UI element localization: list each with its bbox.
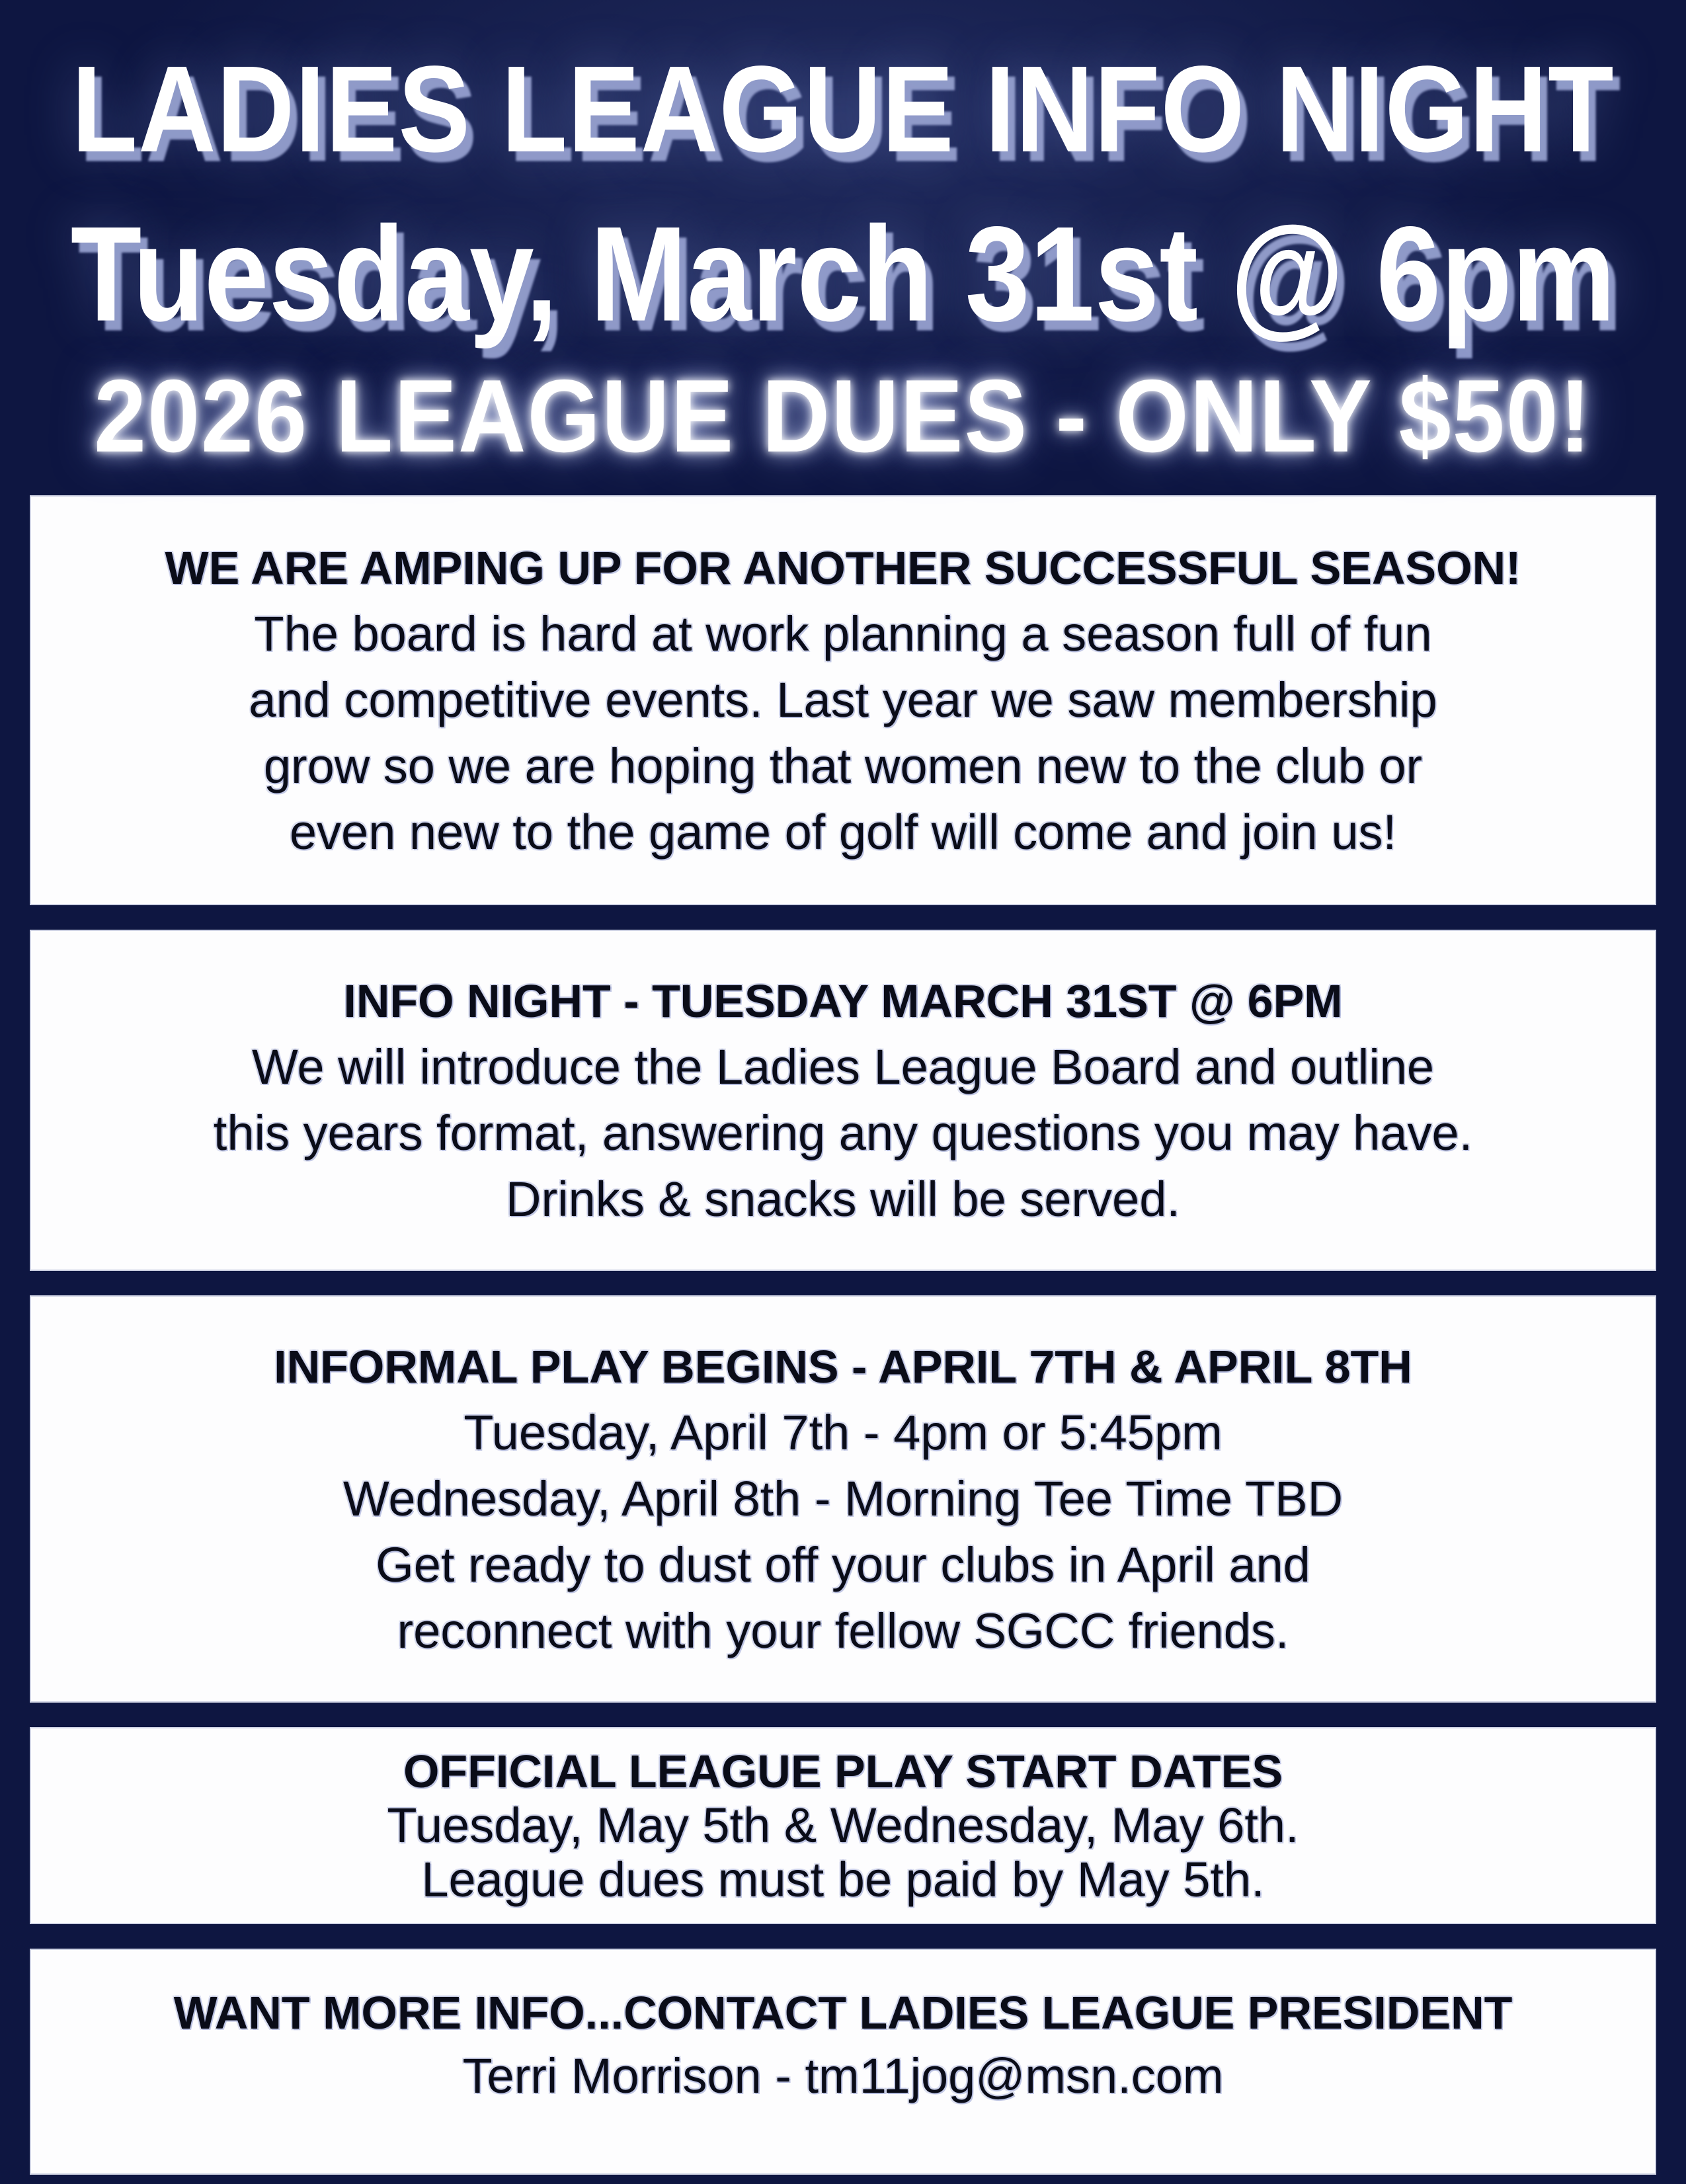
section-line: Wednesday, April 8th - Morning Tee Time TBD <box>342 1471 1344 1526</box>
event-date-row <box>0 188 1686 361</box>
contact-line: Terri Morrison - tm11jog@msn.com <box>462 2048 1224 2103</box>
section-line: The board is hard at work planning a season full of fun <box>254 606 1432 661</box>
section-line: Get ready to dust off your clubs in April and <box>376 1537 1310 1592</box>
section-league-start <box>30 1727 1656 1924</box>
section-line: grow so we are hoping that women new to the club or <box>263 739 1423 793</box>
section-heading: INFORMAL PLAY BEGINS - APRIL 7TH & APRIL 8TH <box>274 1341 1412 1393</box>
section-line: Drinks & snacks will be served. <box>506 1172 1180 1227</box>
section-line: reconnect with your fellow SGCC friends. <box>397 1603 1289 1658</box>
section-season-intro <box>30 495 1656 905</box>
section-heading: INFO NIGHT - TUESDAY MARCH 31ST @ 6PM <box>343 975 1343 1027</box>
page-title-row <box>0 30 1686 188</box>
section-informal-play <box>30 1295 1656 1703</box>
section-line: We will introduce the Ladies League Board and outline <box>251 1039 1435 1094</box>
dues-banner: 2026 LEAGUE DUES - ONLY $50! <box>94 358 1592 474</box>
section-heading: WANT MORE INFO...CONTACT LADIES LEAGUE PRESIDENT <box>173 1987 1513 2039</box>
section-line: even new to the game of golf will come and join us! <box>289 805 1397 860</box>
section-line: and competitive events. Last year we saw membership <box>249 672 1437 727</box>
section-line: League dues must be paid by May 5th. <box>421 1852 1265 1907</box>
section-line: Tuesday, May 5th & Wednesday, May 6th. <box>387 1798 1299 1853</box>
section-heading: WE ARE AMPING UP FOR ANOTHER SUCCESSFUL SEASON! <box>165 542 1521 594</box>
event-date-title: Tuesday, March 31st @ 6pm <box>70 199 1616 350</box>
section-heading: OFFICIAL LEAGUE PLAY START DATES <box>403 1746 1283 1797</box>
section-info-night <box>30 930 1656 1271</box>
section-contact <box>30 1949 1656 2175</box>
dues-banner-row <box>0 358 1686 474</box>
flyer-header <box>0 0 1686 474</box>
page-title: LADIES LEAGUE INFO NIGHT <box>71 40 1615 178</box>
section-line: Tuesday, April 7th - 4pm or 5:45pm <box>463 1405 1223 1460</box>
section-line: this years format, answering any questions you may have. <box>213 1106 1473 1160</box>
